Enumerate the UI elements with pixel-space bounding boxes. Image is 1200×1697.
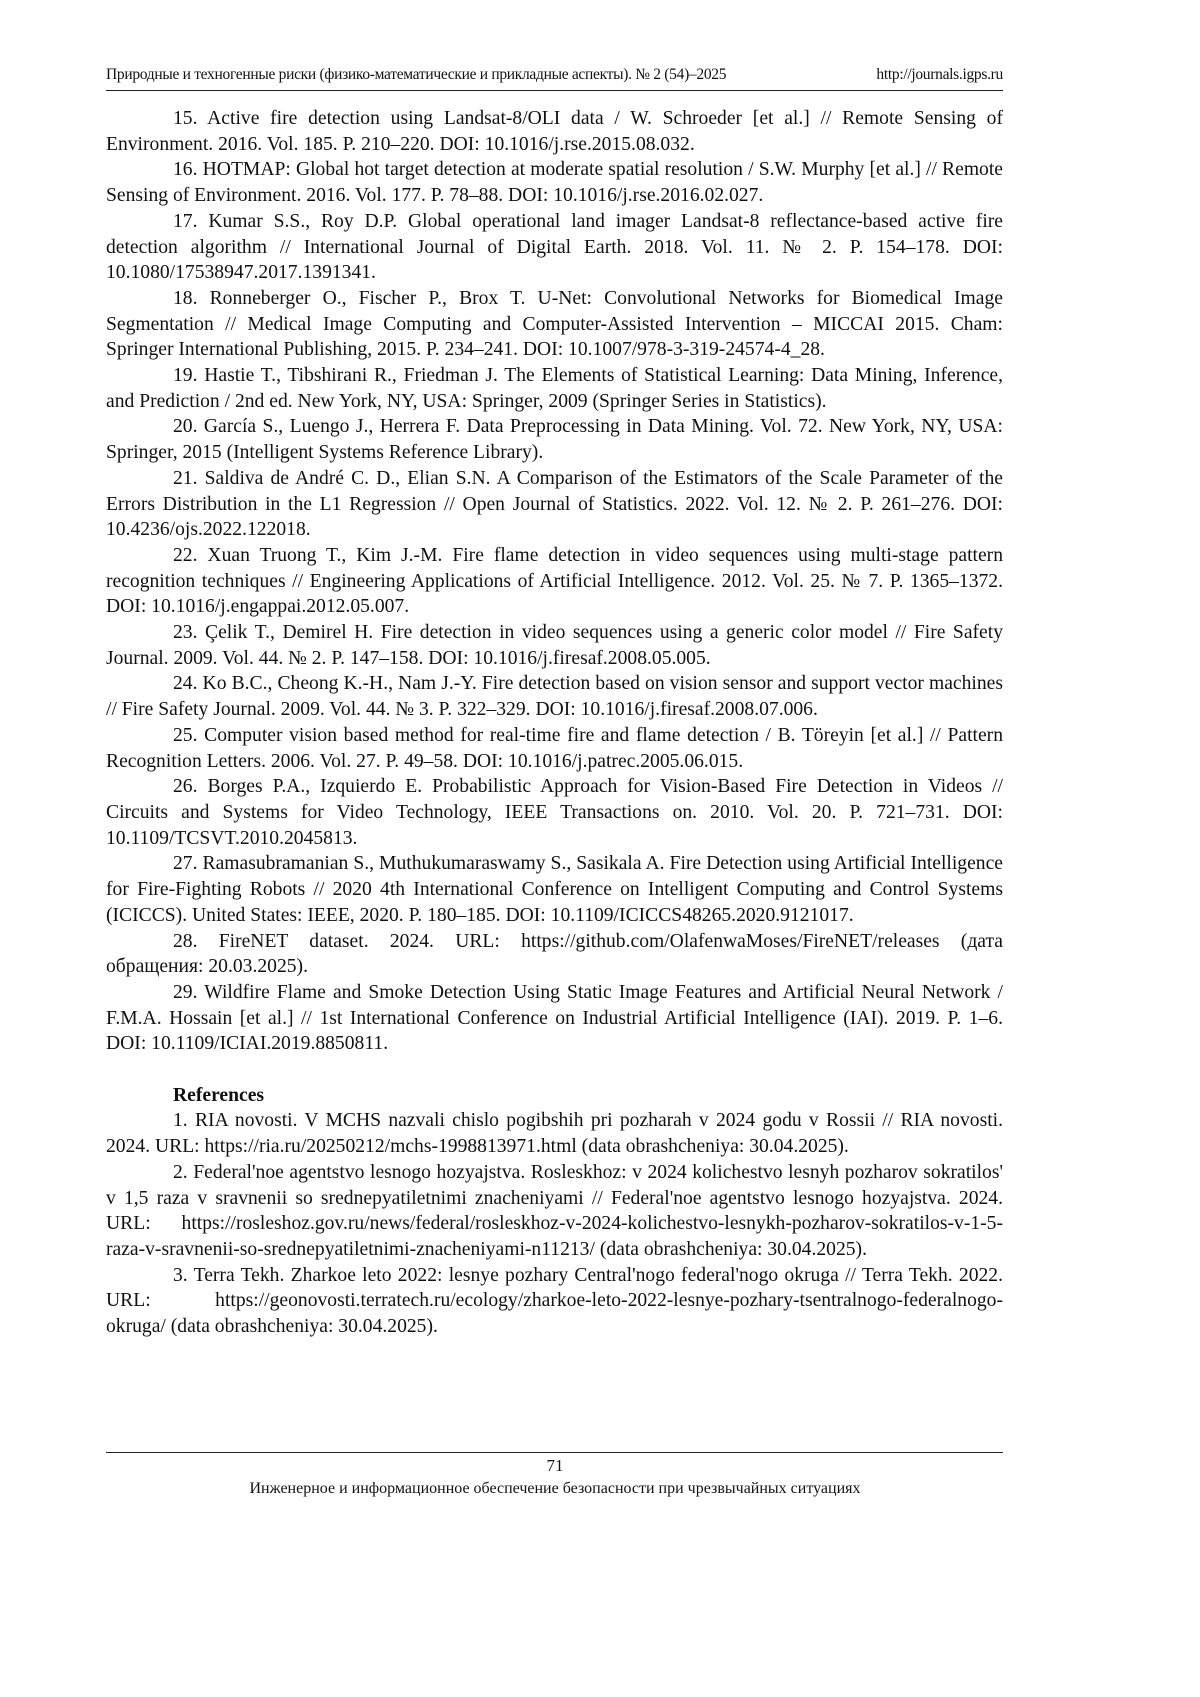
reference-item: 23. Çelik T., Demirel H. Fire detection in video sequences using a generic color model // Fire Safety Journal. 2009. Vol. 44. № 2. P. 147–158. DOI: 10.1016/j.firesaf.2008.05.005. [106, 620, 1003, 671]
references-english [106, 1108, 1003, 1339]
reference-list [106, 106, 1003, 1340]
reference-item: 3. Terra Tekh. Zharkoe leto 2022: lesnye pozhary Central'nogo federal'nogo okruga // Terra Tekh. 2022. URL: https://geonovosti.terratech.ru/ecology/zharkoe-leto-2022-lesnye-pozhary-tsentralnogo-federalnogo-okruga/ (data obrashcheniya: 30.04.2025). [106, 1263, 1003, 1340]
reference-item: 28. FireNET dataset. 2024. URL: https://github.com/OlafenwaMoses/FireNET/releases (дата обращения: 20.03.2025). [106, 929, 1003, 980]
reference-item: 20. García S., Luengo J., Herrera F. Data Preprocessing in Data Mining. Vol. 72. New York, NY, USA: Springer, 2015 (Intelligent Systems Reference Library). [106, 414, 1003, 465]
reference-item: 27. Ramasubramanian S., Muthukumaraswamy S., Sasikala A. Fire Detection using Artificial Intelligence for Fire-Fighting Robots // 2020 4th International Conference on Intelligent Computing and Control Systems (ICICCS). United States: IEEE, 2020. P. 180–185. DOI: 10.1109/ICICCS48265.2020.9121017. [106, 851, 1003, 928]
reference-item: 2. Federal'noe agentstvo lesnogo hozyajstva. Rosleskhoz: v 2024 kolichestvo lesnyh pozharov sokratilos' v 1,5 raza v sravnenii so srednepyatiletnimi znacheniyami // Federal'noe agentstvo lesnogo hozyajstva. 2024. URL: https://rosleshoz.gov.ru/news/federal/rosleskhoz-v-2024-kolichestvo-lesnykh-pozharov-sokratilos-v-1-5-raza-v-sravnenii-so-srednepyatiletnimi-znacheniyami-n11213/ (data obrashcheniya: 30.04.2025). [106, 1160, 1003, 1263]
reference-item: 29. Wildfire Flame and Smoke Detection Using Static Image Features and Artificial Neural Network / F.M.A. Hossain [et al.] // 1st International Conference on Industrial Artificial Intelligence (IAI). 2019. P. 1–6. DOI: 10.1109/ICIAI.2019.8850811. [106, 980, 1003, 1057]
references-russian [106, 106, 1003, 1057]
reference-item: 18. Ronneberger O., Fischer P., Brox T. U-Net: Convolutional Networks for Biomedical Image Segmentation // Medical Image Computing and Computer-Assisted Intervention – MICCAI 2015. Cham: Springer International Publishing, 2015. P. 234–241. DOI: 10.1007/978-3-319-24574-4_28. [106, 286, 1003, 363]
reference-item: 26. Borges P.A., Izquierdo E. Probabilistic Approach for Vision-Based Fire Detection in Videos // Circuits and Systems for Video Technology, IEEE Transactions on. 2010. Vol. 20. P. 721–731. DOI: 10.1109/TCSVT.2010.2045813. [106, 774, 1003, 851]
footer-divider [106, 1452, 1003, 1453]
running-header [106, 66, 1003, 91]
references-heading: References [106, 1083, 1003, 1109]
reference-item: 1. RIA novosti. V MCHS nazvali chislo pogibshih pri pozharah v 2024 godu v Rossii // RIA novosti. 2024. URL: https://ria.ru/20250212/mchs-1998813971.html (data obrashcheniya: 30.04.2025). [106, 1108, 1003, 1159]
reference-item: 16. HOTMAP: Global hot target detection at moderate spatial resolution / S.W. Murphy [et al.] // Remote Sensing of Environment. 2016. Vol. 177. P. 78–88. DOI: 10.1016/j.rse.2016.02.027. [106, 157, 1003, 208]
reference-item: 24. Ko B.C., Cheong K.-H., Nam J.-Y. Fire detection based on vision sensor and support vector machines // Fire Safety Journal. 2009. Vol. 44. № 3. P. 322–329. DOI: 10.1016/j.firesaf.2008.07.006. [106, 671, 1003, 722]
running-footer: Инженерное и информационное обеспечение безопасности при чрезвычайных ситуациях [0, 1480, 1110, 1498]
reference-item: 15. Active fire detection using Landsat-8/OLI data / W. Schroeder [et al.] // Remote Sensing of Environment. 2016. Vol. 185. P. 210–220. DOI: 10.1016/j.rse.2015.08.032. [106, 106, 1003, 157]
journal-url[interactable]: http://journals.igps.ru [876, 66, 1003, 84]
reference-item: 19. Hastie T., Tibshirani R., Friedman J. The Elements of Statistical Learning: Data Mining, Inference, and Prediction / 2nd ed. New York, NY, USA: Springer, 2009 (Springer Series in Statistics). [106, 363, 1003, 414]
reference-item: 22. Xuan Truong T., Kim J.-M. Fire flame detection in video sequences using multi-stage pattern recognition techniques // Engineering Applications of Artificial Intelligence. 2012. Vol. 25. № 7. P. 1365–1372. DOI: 10.1016/j.engappai.2012.05.007. [106, 543, 1003, 620]
page-number: 71 [0, 1456, 1110, 1476]
journal-title: Природные и техногенные риски (физико-математические и прикладные аспекты). № 2 (54)–2025 [106, 66, 726, 84]
reference-item: 25. Computer vision based method for real-time fire and flame detection / B. Töreyin [et al.] // Pattern Recognition Letters. 2006. Vol. 27. P. 49–58. DOI: 10.1016/j.patrec.2005.06.015. [106, 723, 1003, 774]
reference-item: 21. Saldiva de André C. D., Elian S.N. A Comparison of the Estimators of the Scale Parameter of the Errors Distribution in the L1 Regression // Open Journal of Statistics. 2022. Vol. 12. № 2. P. 261–276. DOI: 10.4236/ojs.2022.122018. [106, 466, 1003, 543]
reference-item: 17. Kumar S.S., Roy D.P. Global operational land imager Landsat-8 reflectance-based active fire detection algorithm // International Journal of Digital Earth. 2018. Vol. 11. № 2. P. 154–178. DOI: 10.1080/17538947.2017.1391341. [106, 209, 1003, 286]
